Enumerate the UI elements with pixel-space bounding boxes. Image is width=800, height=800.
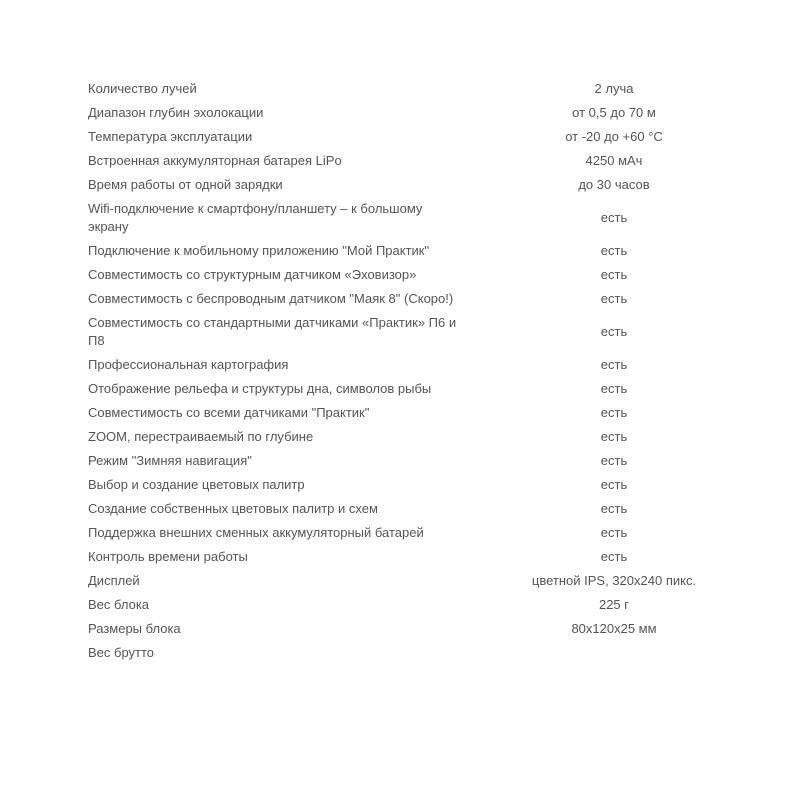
spec-name: Совместимость со стандартными датчиками «Практик» П6 и П8: [88, 315, 457, 348]
table-row: [84, 125, 764, 149]
table-row: [84, 569, 764, 593]
spec-name: Подключение к мобильному приложению "Мой Практик": [88, 243, 430, 258]
spec-value: есть: [600, 267, 628, 282]
specifications-table: [84, 77, 764, 665]
spec-name: Температура эксплуатации: [88, 129, 253, 144]
spec-name: Выбор и создание цветовых палитр: [88, 477, 305, 492]
spec-value: есть: [600, 453, 628, 468]
spec-name: Дисплей: [88, 573, 140, 588]
spec-value: от 0,5 до 70 м: [572, 105, 656, 120]
spec-name: Профессиональная картография: [88, 357, 289, 372]
table-row: [84, 149, 764, 173]
spec-name: Поддержка внешних сменных аккумуляторный батарей: [88, 525, 424, 540]
spec-name: Контроль времени работы: [88, 549, 248, 564]
spec-name: Совместимость с беспроводным датчиком "Маяк 8" (Скоро!): [88, 291, 454, 306]
spec-name: Диапазон глубин эхолокации: [88, 105, 264, 120]
spec-value: 80x120x25 мм: [571, 621, 657, 636]
spec-value: есть: [600, 243, 628, 258]
spec-name: Отображение рельефа и структуры дна, символов рыбы: [88, 381, 432, 396]
spec-value: есть: [600, 501, 628, 516]
table-row: [84, 239, 764, 263]
table-row: [84, 497, 764, 521]
spec-name: Встроенная аккумуляторная батарея LiPo: [88, 153, 342, 168]
spec-value: есть: [600, 210, 628, 225]
spec-name: Время работы от одной зарядки: [88, 177, 283, 192]
spec-value: от -20 до +60 °C: [565, 129, 663, 144]
spec-name: Вес брутто: [88, 645, 155, 660]
table-row: [84, 449, 764, 473]
table-row: [84, 173, 764, 197]
spec-value: есть: [600, 324, 628, 339]
table-row: [84, 425, 764, 449]
spec-name: Количество лучей: [88, 81, 197, 96]
table-row: [84, 545, 764, 569]
spec-name: Совместимость со структурным датчиком «Эховизор»: [88, 267, 417, 282]
table-row: [84, 101, 764, 125]
spec-value: есть: [600, 357, 628, 372]
spec-value: есть: [600, 291, 628, 306]
table-row: [84, 473, 764, 497]
spec-name: Вес блока: [88, 597, 150, 612]
spec-name: ZOOM, перестраиваемый по глубине: [88, 429, 314, 444]
spec-value: есть: [600, 405, 628, 420]
spec-value: есть: [600, 525, 628, 540]
spec-name: Wifi-подключение к смартфону/планшету – к большому экрану: [88, 201, 423, 234]
spec-name: Создание собственных цветовых палитр и схем: [88, 501, 378, 516]
table-row: [84, 521, 764, 545]
spec-value: есть: [600, 549, 628, 564]
spec-name: Режим "Зимняя навигация": [88, 453, 252, 468]
spec-name: Размеры блока: [88, 621, 181, 636]
table-row: [84, 377, 764, 401]
spec-value: до 30 часов: [578, 177, 650, 192]
table-row: [84, 593, 764, 617]
spec-value: цветной IPS, 320x240 пикс.: [531, 573, 697, 588]
table-row: [84, 77, 764, 101]
table-row: [84, 353, 764, 377]
table-row: [84, 401, 764, 425]
table-row: [84, 287, 764, 311]
spec-value: 4250 мАч: [585, 153, 643, 168]
spec-value: 225 г: [598, 597, 630, 612]
spec-name: Совместимость со всеми датчиками "Практик": [88, 405, 370, 420]
table-row: [84, 311, 764, 353]
spec-value: есть: [600, 381, 628, 396]
spec-value: [464, 641, 764, 665]
table-row: [84, 641, 764, 665]
table-row: [84, 263, 764, 287]
table-row: [84, 197, 764, 239]
spec-value: есть: [600, 429, 628, 444]
spec-value: есть: [600, 477, 628, 492]
table-row: [84, 617, 764, 641]
spec-value: 2 луча: [594, 81, 634, 96]
